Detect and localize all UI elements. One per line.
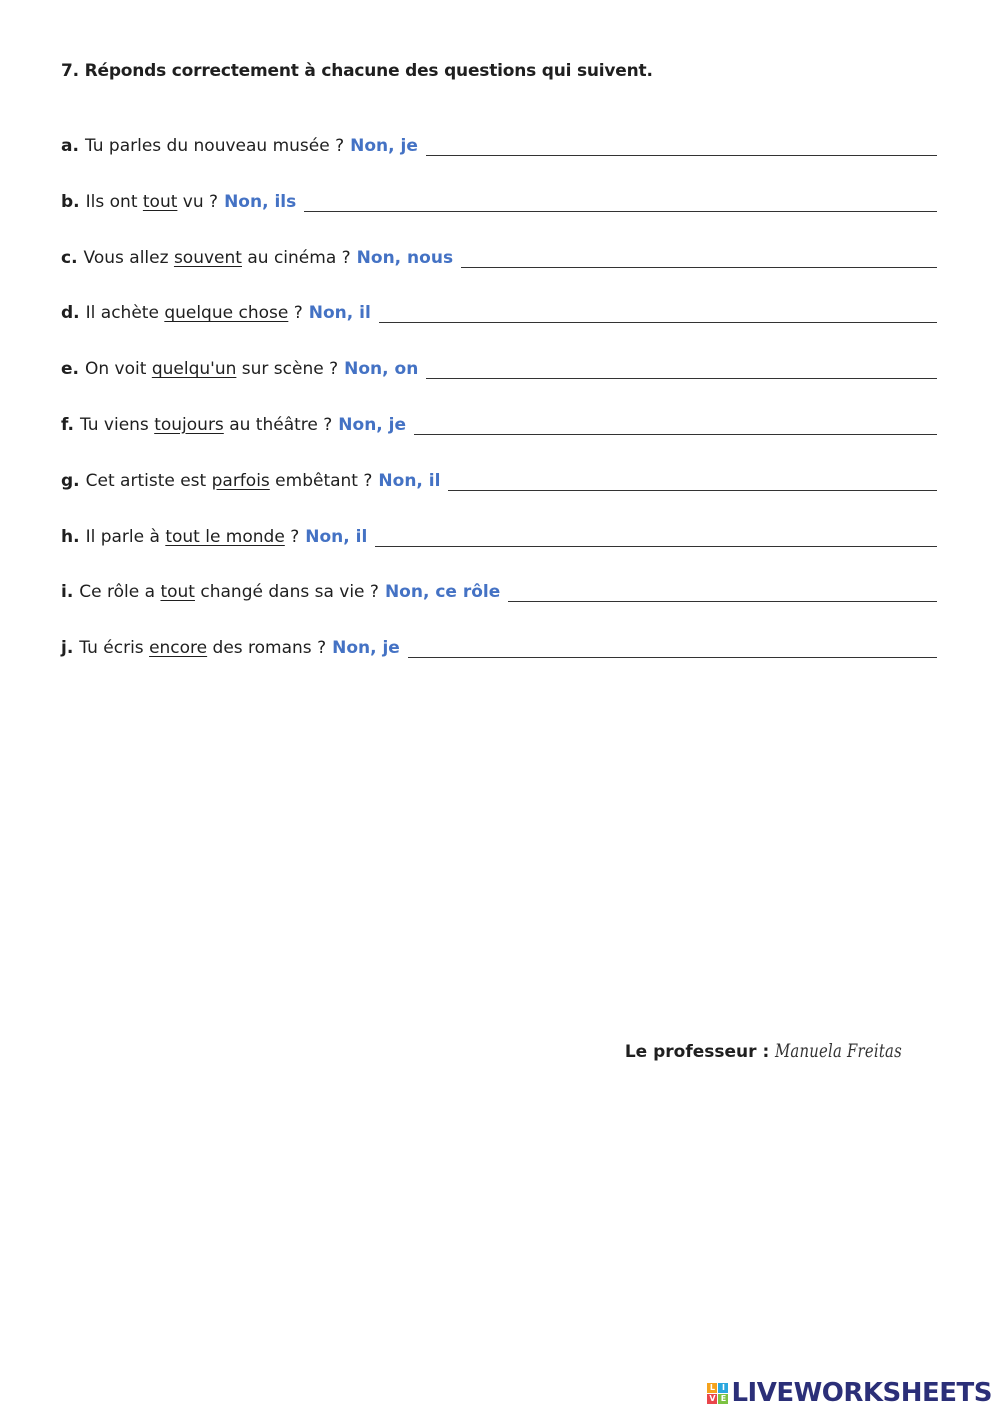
question-letter: g.	[61, 470, 80, 491]
logo-tile: L	[707, 1383, 717, 1393]
question-row-h	[61, 521, 941, 577]
liveworksheets-logo-icon	[707, 1383, 728, 1404]
answer-prompt: Non, il	[378, 470, 441, 491]
answer-input-f[interactable]	[414, 409, 937, 435]
answer-input-b[interactable]	[304, 186, 937, 212]
question-letter: i.	[61, 582, 74, 603]
question-letter: f.	[61, 414, 74, 435]
answer-prompt: Non, je	[332, 638, 400, 659]
answer-prompt: Non, il	[305, 526, 368, 547]
question-text: Cet artiste est parfois embêtant ?	[85, 470, 373, 491]
answer-prompt: Non, je	[338, 414, 407, 435]
question-text: Vous allez souvent au cinéma ?	[83, 247, 351, 268]
question-letter: d.	[61, 303, 80, 324]
question-letter: e.	[61, 359, 79, 380]
question-text: Tu écris encore des romans ?	[79, 638, 327, 659]
watermark-text: LIVEWORKSHEETS	[731, 1378, 992, 1408]
answer-prompt: Non, on	[344, 359, 419, 380]
answer-prompt: Non, ils	[224, 191, 297, 212]
question-row-i	[61, 576, 941, 632]
answer-input-g[interactable]	[448, 465, 937, 491]
question-row-j	[61, 632, 941, 688]
question-row-d	[61, 297, 941, 353]
exercise-heading: 7. Réponds correctement à chacune des questions qui suivent.	[61, 61, 653, 81]
answer-prompt: Non, nous	[356, 247, 454, 268]
question-row-g	[61, 465, 941, 521]
question-list	[61, 130, 941, 688]
answer-prompt: Non, ce rôle	[384, 582, 501, 603]
question-row-e	[61, 353, 941, 409]
teacher-signature	[625, 1040, 938, 1062]
question-letter: j.	[61, 638, 74, 659]
question-text: Tu viens toujours au théâtre ?	[79, 414, 333, 435]
question-text: Ce rôle a tout changé dans sa vie ?	[79, 582, 379, 603]
logo-tile: V	[709, 1393, 716, 1403]
answer-input-j[interactable]	[408, 632, 937, 658]
question-text: On voit quelqu'un sur scène ?	[85, 359, 339, 380]
question-letter: h.	[61, 526, 80, 547]
answer-input-a[interactable]	[426, 130, 937, 156]
question-letter: c.	[61, 247, 78, 268]
question-letter: b.	[61, 191, 80, 212]
question-row-b	[61, 186, 941, 242]
logo-tile: I	[718, 1383, 728, 1393]
liveworksheets-watermark	[707, 1378, 992, 1408]
question-text: Ils ont tout vu ?	[85, 191, 219, 212]
question-row-a	[61, 130, 941, 186]
question-row-f	[61, 409, 941, 465]
question-row-c	[61, 242, 941, 298]
question-text: Tu parles du nouveau musée ?	[84, 136, 345, 156]
logo-tile: E	[718, 1394, 728, 1404]
answer-input-c[interactable]	[461, 242, 937, 268]
answer-input-h[interactable]	[375, 521, 937, 547]
question-text: Il parle à tout le monde ?	[85, 526, 300, 547]
question-letter: a.	[61, 136, 79, 156]
question-text: Il achète quelque chose ?	[85, 303, 303, 324]
signature-label: Le professeur :	[624, 1042, 770, 1062]
answer-prompt: Non, il	[308, 303, 371, 324]
answer-input-e[interactable]	[426, 353, 937, 379]
signature-name: Manuela Freitas	[775, 1040, 903, 1062]
answer-input-d[interactable]	[379, 297, 937, 323]
answer-prompt: Non, je	[350, 136, 418, 156]
answer-input-i[interactable]	[508, 576, 937, 602]
